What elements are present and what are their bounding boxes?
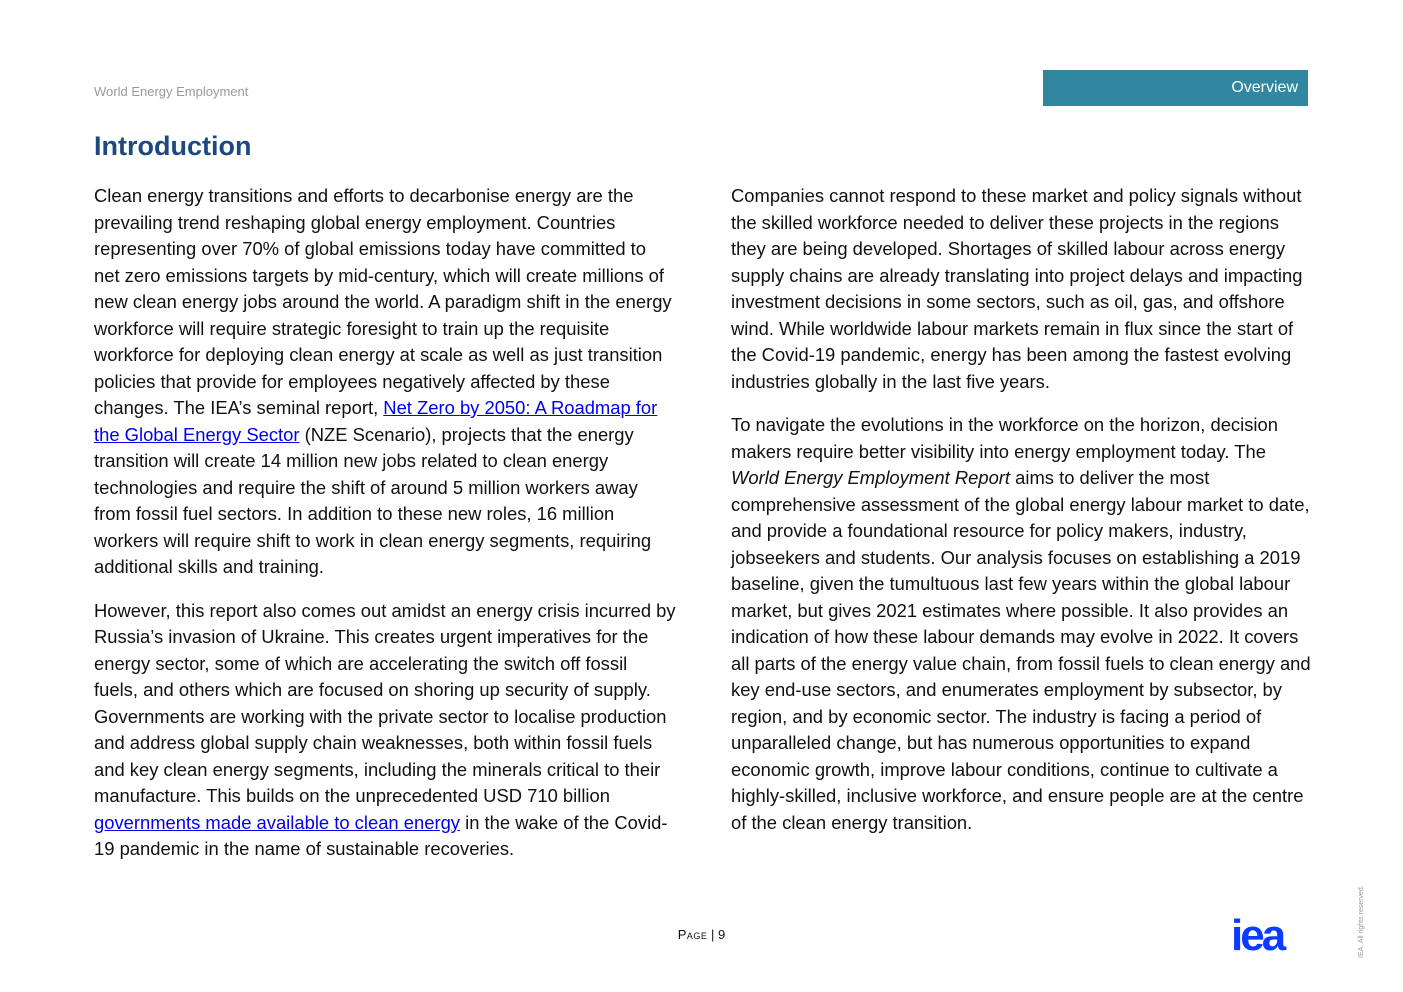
paragraph <box>94 598 676 863</box>
iea-logo: iea <box>1231 911 1284 960</box>
text-run: To navigate the evolutions in the workforce on the horizon, decision makers require better visibility into energy employment today. The <box>731 414 1278 462</box>
page-title: Introduction <box>94 131 252 161</box>
page-separator: | <box>707 927 719 942</box>
left-column <box>94 183 676 880</box>
text-run: in the wake of the Covid-19 pandemic in the name of sustainable recoveries. <box>94 811 668 859</box>
page-label: Page <box>677 927 708 942</box>
page-footer <box>0 927 1403 942</box>
text-run: aims to deliver the most comprehensive assessment of the global energy labour market to date, and provide a foundational resource for policy makers, industry, jobseekers and students. Our analysis focuses on establishing a 2019 baseline, given the tumultuous last few years within the global labour market, but gives 2021 estimates where possible. It also provides an indication of how these labour demands may evolve in 2022. It covers all parts of the energy value chain, from fossil fuels to clean energy and key end-use sectors, and enumerates employment by subsector, by region, and by economic sector. The industry is facing a period of unparalleled change, but has numerous opportunities to expand economic growth, improve labour conditions, continue to cultivate a highly-skilled, inclusive workforce, and ensure people are at the centre of the clean energy transition. <box>731 467 1311 833</box>
paragraph <box>94 183 676 581</box>
section-tab: Overview <box>1043 70 1308 106</box>
report-link[interactable]: Net Zero by 2050: A Roadmap for the Global Energy Sector <box>94 397 658 445</box>
page-number: 9 <box>718 927 726 942</box>
text-run: (NZE Scenario), projects that the energy transition will create 14 million new jobs related to clean energy technologies and require the shift of around 5 million workers away from fossil fuel sectors. In addition to these new roles, 16 million workers will require shift to work in clean energy segments, requiring additional skills and training. <box>94 423 652 577</box>
running-header: World Energy Employment <box>94 84 249 99</box>
text-run: However, this report also comes out amidst an energy crisis incurred by Russia’s invasion of Ukraine. This creates urgent imperatives for the energy sector, some of which are accelerating the switch off fossil fuels, and others which are focused on shoring up security of supply. Governments are working with the private sector to localise production and address global supply chain weaknesses, both within fossil fuels and key clean energy segments, including the minerals critical to their manufacture. This builds on the unprecedented USD 710 billion <box>94 599 676 806</box>
report-title: World Energy Employment Report <box>731 467 1011 488</box>
right-column <box>731 183 1311 853</box>
report-link[interactable]: governments made available to clean energy <box>94 811 460 833</box>
text-run: Companies cannot respond to these market and policy signals without the skilled workforce needed to deliver these projects in the regions they are being developed. Shortages of skilled labour across energy supply chains are already translating into project delays and impacting investment decisions in some sectors, such as oil, gas, and offshore wind. While worldwide labour markets remain in flux since the start of the Covid-19 pandemic, energy has been among the fastest evolving industries globally in the last five years. <box>731 185 1303 392</box>
paragraph <box>731 412 1311 836</box>
paragraph <box>731 183 1311 395</box>
text-run: Clean energy transitions and efforts to decarbonise energy are the prevailing trend reshaping global energy employment. Countries representing over 70% of global emissions today have committed to net zero emissions targets by mid-century, which will create millions of new clean energy jobs around the world. A paradigm shift in the energy workforce will require strategic foresight to train up the requisite workforce for deploying clean energy at scale as well as just transition policies that provide for employees negatively affected by these changes. The IEA’s seminal report, <box>94 185 672 418</box>
rights-notice: IEA. All rights reserved. <box>1358 885 1365 958</box>
